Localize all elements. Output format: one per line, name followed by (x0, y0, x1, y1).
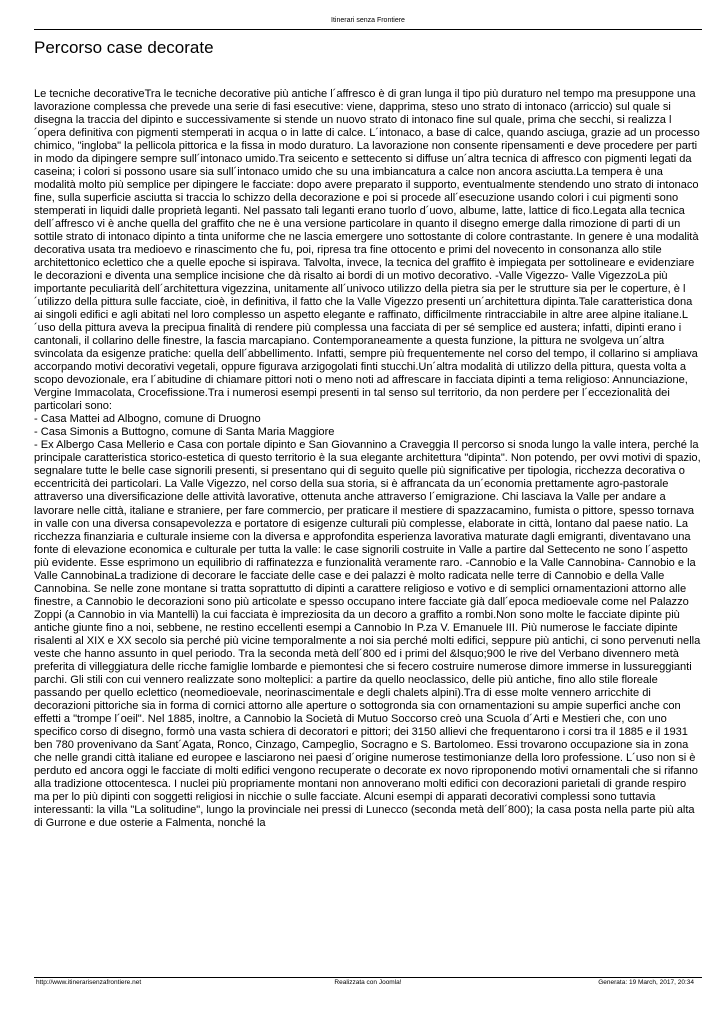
article-title: Percorso case decorate (34, 38, 214, 57)
list-item-casa-simonis: - Casa Simonis a Buttogno, comune di Santa Maria Maggiore (34, 426, 335, 439)
list-item-ex-albergo: - Ex Albergo Casa Mellerio e Casa con portale dipinto e San Giovannino a Craveggia Il percorso si snoda lungo la valle intera, perché la principale caratteristica storico-estetica di questo territorio è la sua elegante architettura "dipinta". Non potendo, per ovvi motivi di spazio, segnalare tutte le belle case signorili presenti, si presentano qui di seguito quelle più significative per tipologia, ricchezza decorativa o eccentricità dei particolari. La Valle Vigezzo, nel corso della sua storia, si è affrancata da un´economia prettamente agro-pastorale attraverso una diversificazione delle attività lavorative, ottenuta anche attraverso l´emigrazione. Chi lasciava la Valle per andare a lavorare nelle città, italiane e straniere, per fare commercio, per praticare il mestiere di spazzacamino, fumista o pittore, spesso tornava in valle con una diversa consapevolezza e portatore di esigenze culturali più complesse, elaborate in città, lontano dal paese natio. La ricchezza finanziaria e culturale insieme con la diversa e approfondita esperienza lavorativa maturate dagli emigranti, diventavano una fonte di elevazione economica e culturale per tutta la valle: le case signorili costruite in Valle a partire dal Settecento ne sono l´aspetto più evidente. Esse esprimono un equilibrio di raffinatezza e funzionalità veramente raro. -Cannobio e la Valle Cannobina- Cannobio e la Valle CannobinaLa tradizione di decorare le facciate delle case e dei palazzi è molto radicata nelle terre di Cannobio e della Valle Cannobina. Se nelle zone montane si tratta soprattutto di dipinti a carattere religioso e votivo e di semplici ornamentazioni attorno alle finestre, a Cannobio le decorazioni sono più articolate e spesso occupano intere facciate già dall´epoca medioevale come nel Palazzo Zoppi (a Cannobio in via Mantelli) la cui facciata è impreziosita da un decoro a graffito a rombi.Non sono molte le facciate dipinte più antiche giunte fino a noi, sebbene, ne restino eccellenti esempi a Cannobio In P.za V. Emanuele III. Più numerose le facciate dipinte risalenti al XIX e XX secolo sia perché più vicine temporalmente a noi sia perché molti edifici, seppure più antichi, ci sono pervenuti nella veste che hanno assunto in quel periodo. Tra la seconda metà dell´800 ed i primi del &lsquo;900 le rive del Verbano divennero metà preferita di villeggiatura delle ricche famiglie lombarde e piemontesi che si fecero costruire numerose dimore immerse in lussureggianti parchi. Gli stili con cui vennero realizzate sono molteplici: a partire da quello neoclassico, delle più antiche, fino allo stile floreale passando per quello eclettico (neomedioevale, neorinascimentale e degli chalets alpini).Tra di esse molte vennero arricchite di decorazioni pittoriche sia in forma di cornici attorno alle aperture o sottogronda sia con ornamentazioni su ampie superfici anche con effetti a "trompe l´oeil". Nel 1885, inoltre, a Cannobio la Società di Mutuo Soccorso creò una Scuola d´Arti e Mestieri che, con uno specifico corso di disegno, formò una vasta schiera di decoratori e pittori; dei 3150 allievi che frequentarono i corsi tra il 1885 e il 1931 ben 780 provenivano da Sant´Agata, Ronco, Cinzago, Campeglio, Socragno e S. Bartolomeo. Essi trovarono occupazione sia in zona che nelle grandi città italiane ed europee e lasciarono nei paesi d´origine numerose testimonianze della loro professione. L´uso non si è perduto ed ancora oggi le facciate di molti edifici vengono recuperate o decorate ex novo riproponendo motivi ornamentali che si rifanno alla tradizione ottocentesca. I nuclei più propriamente montani non annoverano molti edifici con decorazioni parietali di grande respiro ma per lo più dipinti con soggetti religiosi in nicchie o sulle facciate. Alcuni esempi di apparati decorativi complessi sono tuttavia interessanti: la villa "La solitudine", lungo la provinciale nei pressi di Lunecco (seconda metà dell´800); la casa posta nella parte più alta di Gurrone e due osterie a Falmenta, nonché la (34, 439, 701, 829)
paragraph-intro: Le tecniche decorativeTra le tecniche decorative più antiche l´affresco è di gran lunga il tipo più duraturo nel tempo ma presuppone una lavorazione complessa che prevede una serie di fasi esecutive: viene, dapprima, steso uno strato di intonaco (arriccio) sul quale si disegna la traccia del dipinto e successivamente si stende un nuovo strato di intonaco fine sul quale, prima che secchi, si realizza l´opera definitiva con pigmenti stemperati in acqua o in latte di calce. L´intonaco, a base di calce, quando asciuga, grazie ad un processo chimico, "ingloba" la pellicola pittorica e la fissa in modo duraturo. La lavorazione non consente ripensamenti e deve procedere per parti in modo da dipingere sempre sull´intonaco umido.Tra seicento e settecento si diffuse un´altra tecnica di affresco con pigmenti legati da caseina; i colori si possono usare sia sull´intonaco umido che su una imbiancatura a calce non ancora asciutta.La tempera è una modalità molto più semplice per dipingere le facciate: dopo avere preparato il supporto, eventualmente stendendo uno strato di intonaco fine, sulla superficie asciutta si traccia lo schizzo della decorazione e poi si procede all´esecuzione usando colori i cui pigmenti sono stemperati in liquidi dalle proprietà leganti. Nel passato tali leganti erano tuorlo d´uovo, albume, latte, lattice di fico.Legata alla tecnica dell´affresco vi è anche quella del graffito che ne è una versione particolare in quanto il disegno emerge dalla rimozione di parti di un sottile strato di intonaco dipinto a tinta uniforme che ne lascia emergere uno sottostante di colore contrastante. In genere è una modalità decorativa usata tra medioevo e rinascimento che fu, poi, ripresa tra fine ottocento e primi del novecento in consonanza allo stile architettonico eclettico che a quelle epoche si ispirava. Talvolta, invece, la tecnica del graffito è impiegata per sottolineare e evidenziare le decorazioni e diventa una semplice incisione che dà risalto ai bordi di un motivo decorativo. -Valle Vigezzo- Valle VigezzoLa più importante peculiarità dell´architettura vigezzina, unitamente all´univoco utilizzo della pietra sia per le strutture sia per le coperture, è l´utilizzo della pittura sulle facciate, cioè, in definitiva, il fatto che la Valle Vigezzo presenti un´architettura dipinta.Tale caratteristica dona ai singoli edifici e agli abitati nel loro complesso un aspetto elegante e raffinato, difficilmente rintracciabile in altre aree alpine italiane.L´uso della pittura aveva la precipua finalità di rendere più complessa una facciata di per sé semplice ed austera; infatti, dipinti erano i cantonali, il collarino delle finestre, la fascia marcapiano. Contemporaneamente a questa funzione, la pittura ne svolgeva un´altra svincolata da esigenze pratiche: quella dell´abbellimento. Infatti, sempre più frequentemente nel corso del tempo, il collarino si ampliava accorpando motivi decorativi vegetali, oppure figurava arzigogolati finti stucchi.Un´altra modalità di utilizzo della pittura, questa volta a scopo devozionale, era l´abitudine di chiamare pittori noti o meno noti ad affrescare in facciata dipinti a tema religioso: Annunciazione, Vergine Immacolata, Crocefissione.Tra i numerosi esempi presenti in tal senso sul territorio, da non perdere per l´eccezionalità dei particolari sono: (34, 88, 700, 413)
list-item-casa-mattei: - Casa Mattei ad Albogno, comune di Druogno (34, 413, 261, 426)
footer-powered: Realizzata con Joomla! (334, 979, 402, 986)
page-header (34, 14, 702, 28)
article-body (34, 88, 702, 976)
footer-url-link[interactable]: http://www.itinerarisenzafrontiere.net (36, 979, 142, 986)
header-divider (34, 29, 702, 30)
page-footer (34, 978, 702, 988)
footer-generated: Generata: 19 March, 2017, 20:34 (598, 979, 694, 986)
site-name: Itinerari senza Frontiere (331, 17, 405, 24)
